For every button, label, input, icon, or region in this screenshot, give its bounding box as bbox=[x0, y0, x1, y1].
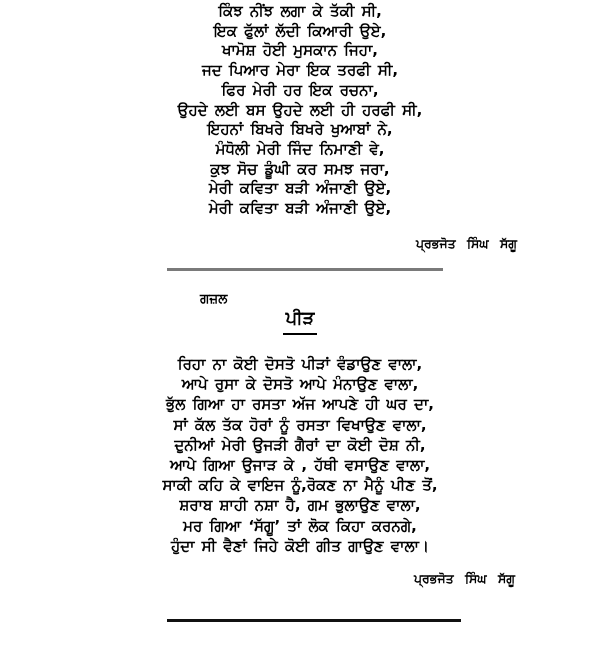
poem-title-wrap bbox=[0, 308, 600, 335]
poem-ghazal bbox=[0, 354, 600, 556]
ghazal-line: ਆਪੇ ਗਿਆ ਉਜਾੜ ਕੇ , ਹੱਥੀ ਵਸਾਉਣ ਵਾਲਾ, bbox=[169, 456, 431, 475]
ghazal-line: ਸਾਕੀ ਕਹਿ ਕੇ ਵਾਇਜ ਨੂੰ,ਰੋਕਣ ਨਾ ਮੈਨੂੰ ਪੀਣ ਤੋਂ, bbox=[162, 476, 438, 495]
poem-line: ਇਕ ਫੁੱਲਾਂ ਲੱਦੀ ਕਿਆਰੀ ਉਏ, bbox=[213, 21, 387, 40]
poem-line: ਮੇਰੀ ਕਵਿਤਾ ਬੜੀ ਅੰਜਾਣੀ ਉਏ, bbox=[208, 199, 392, 218]
poem-line: ਇਹਨਾਂ ਬਿਖਰੇ ਬਿਖਰੇ ਖੁਆਬਾਂ ਨੇ, bbox=[207, 120, 393, 139]
poem-line: ਜਦ ਪਿਆਰ ਮੇਰਾ ਇਕ ਤਰਫੀ ਸੀ, bbox=[201, 61, 399, 80]
poem-line: ਮੇਰੀ ਕਵਿਤਾ ਬੜੀ ਅੰਜਾਣੀ ਉਏ, bbox=[208, 179, 392, 198]
poem-line: ਉਹਦੇ ਲਈ ਬਸ ਉਹਦੇ ਲਈ ਹੀ ਹਰਫੀ ਸੀ, bbox=[177, 100, 423, 119]
poem-line: ਖਾਮੋਸ਼ ਹੋਈ ਮੁਸਕਾਨ ਜਿਹਾ, bbox=[221, 41, 379, 60]
poem-line: ਕਿੰਝ ਨੀਂਝ ਲਗਾ ਕੇ ਤੱਕੀ ਸੀ, bbox=[218, 2, 382, 20]
poem-first bbox=[0, 2, 600, 219]
bottom-divider bbox=[167, 619, 461, 622]
ghazal-line: ਸਾਂ ਕੱਲ ਤੱਕ ਹੋਰਾਂ ਨੂੰ ਰਸਤਾ ਵਿਖਾਉਣ ਵਾਲਾ, bbox=[173, 415, 427, 434]
ghazal-line: ਹੁੰਦਾ ਸੀ ਵੈਣਾਂ ਜਿਹੇ ਕੋਈ ਗੀਤ ਗਾਉਣ ਵਾਲਾ। bbox=[171, 536, 429, 555]
poem-line: ਕੁਝ ਸੋਚ ਡੂੰਘੀ ਕਰ ਸਮਝ ਜਰਾ, bbox=[210, 159, 390, 178]
ghazal-line: ਰਿਹਾ ਨਾ ਕੋਈ ਦੋਸਤੋ ਪੀੜਾਂ ਵੰਡਾਉਣ ਵਾਲਾ, bbox=[177, 355, 423, 373]
poem-title: ਪੀੜ bbox=[283, 308, 318, 335]
section-divider bbox=[167, 268, 443, 271]
poem-line: ਮੰਧੋਲੀ ਮੇਰੀ ਜਿੰਦ ਨਿਮਾਣੀ ਵੇ, bbox=[215, 139, 385, 158]
genre-label: ਗਜ਼ਲ bbox=[200, 291, 228, 307]
ghazal-line: ਸ਼ਰਾਬ ਸ਼ਾਹੀ ਨਸ਼ਾ ਹੈ, ਗਮ ਭੁਲਾਉਣ ਵਾਲਾ, bbox=[179, 496, 421, 515]
poem-line: ਫਿਰ ਮੇਰੀ ਹਰ ਇਕ ਰਚਨਾ, bbox=[221, 80, 379, 99]
author-signature: ਪ੍ਰਭਜੋਤ ਸਿੰਘ ਸੱਗੂ bbox=[415, 236, 517, 251]
author-signature: ਪ੍ਰਭਜੋਤ ਸਿੰਘ ਸੱਗੂ bbox=[413, 571, 515, 586]
ghazal-line: ਭੁੱਲ ਗਿਆ ਹਾ ਰਸਤਾ ਅੱਜ ਆਪਣੇ ਹੀ ਘਰ ਦਾ, bbox=[166, 395, 434, 414]
ghazal-line: ਮਰ ਗਿਆ ‘ਸੱਗੂ’ ਤਾਂ ਲੋਕ ਕਿਹਾ ਕਰਨਗੇ, bbox=[183, 516, 417, 535]
ghazal-line: ਆਪੇ ਰੁਸਾ ਕੇ ਦੋਸਤੋ ਆਪੇ ਮੰਨਾਉਣ ਵਾਲਾ, bbox=[181, 375, 419, 394]
ghazal-line: ਦੁਨੀਆਂ ਮੇਰੀ ਉਜੜੀ ਗੈਰਾਂ ਦਾ ਕੋਈ ਦੋਸ਼ ਨੀ, bbox=[174, 435, 426, 454]
